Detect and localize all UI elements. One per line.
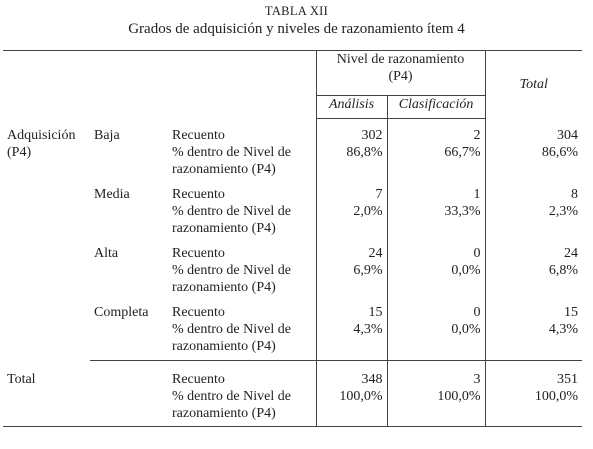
pct-label-line2: razonamiento (P4): [172, 220, 276, 236]
row-group-label: [3, 119, 90, 361]
analisis-pct: 86,8%: [346, 145, 383, 160]
stat-labels: [168, 237, 316, 296]
clasificacion-cell: [387, 360, 485, 426]
clasificacion-count: 0: [473, 304, 481, 320]
header-analisis: Análisis: [316, 96, 387, 119]
analisis-cell: [316, 178, 387, 237]
header-corner-cell: [3, 51, 316, 119]
analisis-count: 15: [368, 304, 383, 320]
clasificacion-cell: [387, 237, 485, 296]
stat-labels: [168, 119, 316, 178]
analisis-count: 348: [361, 371, 383, 387]
clasificacion-cell: [387, 119, 485, 178]
row-group-label-line1: Adquisición: [7, 127, 76, 143]
table-row: [3, 296, 582, 361]
count-label: Recuento: [172, 127, 225, 143]
clasificacion-cell: [387, 178, 485, 237]
total-pct: 2,3%: [548, 203, 579, 219]
level-label: Alta: [94, 245, 119, 261]
table-total-row: [3, 360, 582, 426]
table-caption: [0, 0, 593, 40]
stat-labels: [168, 296, 316, 361]
analisis-count: 302: [361, 128, 383, 143]
total-cell: [485, 178, 582, 237]
stat-labels: [168, 178, 316, 237]
analisis-pct: 2,0%: [353, 203, 383, 219]
total-count: 304: [557, 127, 579, 143]
table-row: [3, 178, 582, 237]
row-group-label-line2: (P4): [7, 144, 32, 160]
table-title: Grados de adquisición y niveles de razonamiento ítem 4: [128, 21, 465, 37]
pct-label-line1: % dentro de Nivel de: [172, 144, 291, 160]
level-label: Baja: [94, 127, 120, 143]
total-cell: [485, 119, 582, 178]
count-label: Recuento: [172, 304, 225, 320]
header-group-cell: [316, 51, 485, 96]
total-cell: [485, 360, 582, 426]
total-pct: 100,0%: [534, 388, 579, 404]
total-pct: 4,3%: [548, 321, 579, 337]
level-label: Completa: [90, 296, 168, 361]
clasificacion-pct: 33,3%: [444, 203, 481, 219]
analisis-pct: 6,9%: [353, 262, 383, 278]
level-label: Media: [94, 186, 130, 202]
pct-label-line1: % dentro de Nivel de: [172, 203, 291, 219]
count-label: Recuento: [172, 245, 225, 261]
table-row: [3, 119, 582, 178]
stat-labels: [168, 360, 316, 426]
total-cell: [485, 237, 582, 296]
total-cell: [485, 296, 582, 361]
table-row: [3, 237, 582, 296]
analisis-cell: [316, 237, 387, 296]
total-pct: 6,8%: [548, 262, 579, 278]
crosstab-table: [3, 50, 582, 427]
total-count: 24: [564, 245, 579, 261]
table-number: TABLA XII: [264, 4, 329, 18]
analisis-cell: [316, 119, 387, 178]
clasificacion-pct: 0,0%: [451, 321, 481, 337]
pct-label-line2: razonamiento (P4): [172, 338, 276, 354]
analisis-count: 24: [368, 245, 383, 261]
clasificacion-cell: [387, 296, 485, 361]
pct-label-line1: % dentro de Nivel de: [172, 262, 291, 278]
pct-label-line2: razonamiento (P4): [172, 161, 276, 177]
clasificacion-pct: 0,0%: [451, 262, 481, 278]
clasificacion-count: 2: [473, 128, 481, 143]
pct-label-line2: razonamiento (P4): [172, 279, 276, 295]
pct-label-line1: % dentro de Nivel de: [172, 388, 291, 404]
total-row-label: Total: [3, 360, 168, 426]
analisis-cell: [316, 296, 387, 361]
header-group-label-line1: Nivel de razonamiento: [336, 52, 465, 67]
analisis-pct: 4,3%: [353, 321, 383, 337]
pct-label-line1: % dentro de Nivel de: [172, 321, 291, 337]
analisis-pct: 100,0%: [339, 388, 383, 404]
header-row-group: [3, 51, 582, 96]
clasificacion-pct: 66,7%: [444, 145, 481, 160]
total-count: 15: [564, 304, 579, 320]
count-label: Recuento: [172, 371, 225, 387]
header-group-label-line2: (P4): [388, 69, 413, 84]
analisis-count: 7: [375, 186, 383, 202]
clasificacion-pct: 100,0%: [437, 388, 481, 404]
total-pct: 86,6%: [541, 144, 579, 160]
header-total: Total: [485, 51, 582, 119]
total-count: 8: [571, 186, 579, 202]
clasificacion-count: 3: [473, 371, 481, 387]
pct-label-line2: razonamiento (P4): [172, 405, 276, 421]
count-label: Recuento: [172, 186, 225, 202]
analisis-cell: [316, 360, 387, 426]
clasificacion-count: 1: [473, 186, 481, 202]
header-clasificacion: Clasificación: [387, 96, 485, 119]
clasificacion-count: 0: [473, 245, 481, 261]
total-count: 351: [557, 371, 579, 387]
